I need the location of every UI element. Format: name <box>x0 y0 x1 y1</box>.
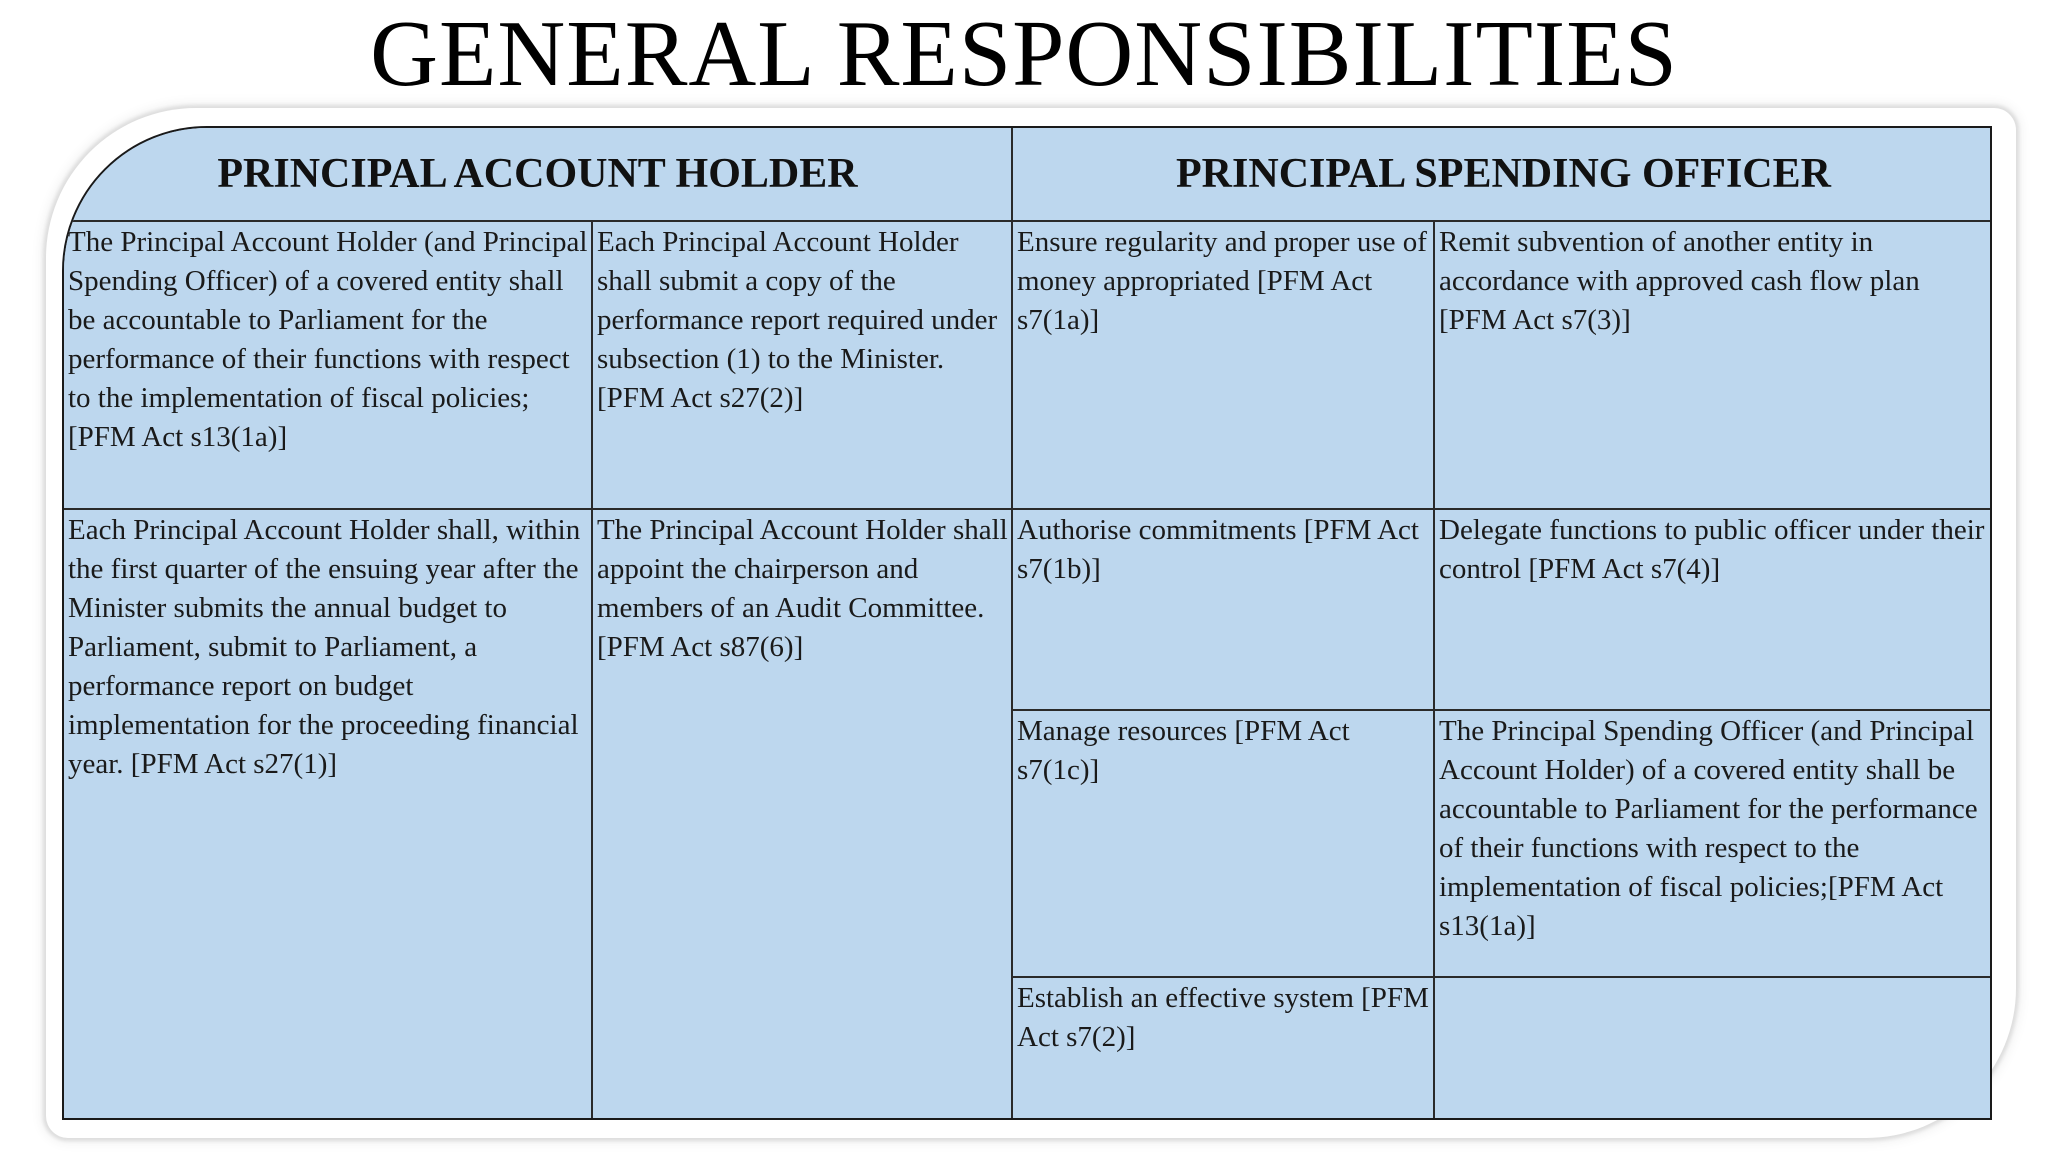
header-principal-spending-officer: PRINCIPAL SPENDING OFFICER <box>1013 128 1992 222</box>
table-cell-pah-performance-report: Each Principal Account Holder shall, within the first quarter of the ensuing year after the Minister submits the annual budget to Parliament, submit to Parliament, a performance report on budget implementation for the proceeding financial year. [PFM Act s27(1)] <box>64 510 593 1120</box>
table-cell-pah-submit-copy: Each Principal Account Holder shall submit a copy of the performance report required under subsection (1) to the Minister. [PFM Act s27(2)] <box>593 222 1013 510</box>
table-cell-pah-audit-committee: The Principal Account Holder shall appoint the chairperson and members of an Audit Committee.[PFM Act s87(6)] <box>593 510 1013 1120</box>
table-cell-pso-effective-system: Establish an effective system [PFM Act s7(2)] <box>1013 978 1435 1120</box>
responsibilities-table <box>62 126 1992 1120</box>
page-title: GENERAL RESPONSIBILITIES <box>370 2 1678 106</box>
table-cell-pso-delegate-functions: Delegate functions to public officer under their control [PFM Act s7(4)] <box>1435 510 1992 711</box>
table-cell-pah-accountability: The Principal Account Holder (and Principal Spending Officer) of a covered entity shall be accountable to Parliament for the performance of their functions with respect to the implementation of fiscal policies;[PFM Act s13(1a)] <box>64 222 593 510</box>
table-cell-pso-manage-resources: Manage resources [PFM Act s7(1c)] <box>1013 711 1435 978</box>
table-cell-pso-remit-subvention: Remit subvention of another entity in accordance with approved cash flow plan [PFM Act s7(3)] <box>1435 222 1992 510</box>
header-principal-account-holder: PRINCIPAL ACCOUNT HOLDER <box>64 128 1013 222</box>
table-cell-pso-regularity: Ensure regularity and proper use of money appropriated [PFM Act s7(1a)] <box>1013 222 1435 510</box>
table-cell-pso-authorise-commitments: Authorise commitments [PFM Act s7(1b)] <box>1013 510 1435 711</box>
table-cell-pso-accountability: The Principal Spending Officer (and Principal Account Holder) of a covered entity shall be accountable to Parliament for the performance of their functions with respect to the implementation of fiscal policies;[PFM Act s13(1a)] <box>1435 711 1992 978</box>
table-cell-empty <box>1435 978 1992 1120</box>
